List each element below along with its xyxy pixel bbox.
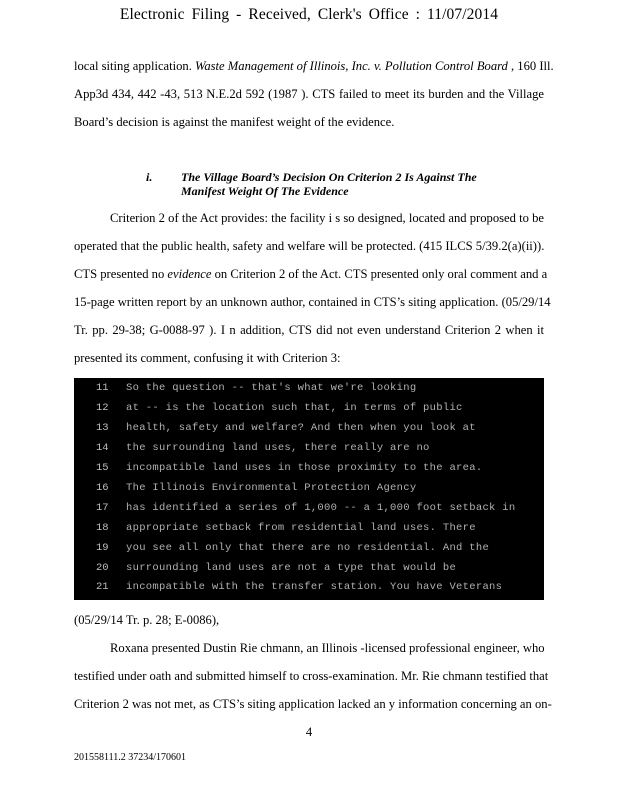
paragraph-2-line-1: Criterion 2 of the Act provides: the facility i s so designed, located and proposed to be: [110, 211, 544, 225]
transcript-line: [74, 562, 544, 580]
case-citation: Waste Management of Illinois, Inc. v. Pollution Control Board: [195, 59, 508, 73]
p2-text-a: CTS presented no: [74, 267, 168, 281]
p1-text-a: local siting application.: [74, 59, 196, 73]
transcript-line: [74, 522, 544, 540]
emphasis-evidence: evidence: [167, 267, 212, 281]
transcript-line: [74, 462, 544, 480]
transcript-line-number: 16: [96, 482, 109, 494]
transcript-line: [74, 482, 544, 500]
transcript-line-text: has identified a series of 1,000 -- a 1,000 foot setback in: [126, 502, 516, 514]
transcript-line-number: 12: [96, 402, 109, 414]
transcript-line: [74, 402, 544, 420]
paragraph-1-line-1: [74, 58, 554, 74]
transcript-line-text: at -- is the location such that, in terms of public: [126, 402, 463, 414]
transcript-line-text: appropriate setback from residential land uses. There: [126, 522, 476, 534]
transcript-line-text: the surrounding land uses, there really are no: [126, 442, 430, 454]
transcript-line: [74, 542, 544, 560]
page-number: 4: [305, 725, 313, 739]
transcript-citation: (05/29/14 Tr. p. 28; E-0086),: [74, 613, 220, 627]
transcript-line-number: 18: [96, 522, 109, 534]
transcript-line-text: surrounding land uses are not a type that would be: [126, 562, 457, 574]
transcript-line-number: 20: [96, 562, 109, 574]
paragraph-3-line-3: Criterion 2 was not met, as CTS’s siting application lacked an y information concerning an on-: [74, 697, 552, 711]
paragraph-2-line-2: operated that the public health, safety and welfare will be protected. (415 ILCS 5/39.2(a)(ii)).: [74, 239, 545, 253]
document-id-footer: 201558111.2 37234/170601: [74, 752, 187, 763]
section-number: i.: [146, 170, 153, 184]
transcript-excerpt-image: [74, 378, 544, 600]
paragraph-3-line-1: Roxana presented Dustin Rie chmann, an Illinois -licensed professional engineer, who: [110, 641, 545, 655]
paragraph-1-line-2: App3d 434, 442 -43, 513 N.E.2d 592 (1987 ). CTS failed to meet its burden and the Village: [74, 87, 544, 101]
section-heading-line-2: Manifest Weight Of The Evidence: [181, 184, 349, 198]
transcript-line-text: incompatible land uses in those proximity to the area.: [126, 462, 483, 474]
transcript-line-number: 11: [96, 382, 109, 394]
transcript-line: [74, 382, 544, 400]
transcript-line: [74, 442, 544, 460]
paragraph-2-line-4: 15-page written report by an unknown author, contained in CTS’s siting application. (05/29/14: [74, 295, 551, 309]
filing-header: Electronic Filing - Received, Clerk's Office : 11/07/2014: [119, 6, 499, 23]
transcript-line-number: 14: [96, 442, 109, 454]
transcript-line-number: 21: [96, 581, 109, 593]
transcript-line: [74, 581, 544, 599]
transcript-line-text: health, safety and welfare? And then when you look at: [126, 422, 476, 434]
p1-text-b: , 160 Ill.: [507, 59, 554, 73]
transcript-line-number: 13: [96, 422, 109, 434]
paragraph-1-line-3: Board’s decision is against the manifest weight of the evidence.: [74, 115, 395, 129]
p2-text-b: on Criterion 2 of the Act. CTS presented only oral comment and a: [211, 267, 548, 281]
transcript-line-text: you see all only that there are no residential. And the: [126, 542, 490, 554]
transcript-line-number: 17: [96, 502, 109, 514]
paragraph-2-line-6: presented its comment, confusing it with Criterion 3:: [74, 351, 341, 365]
transcript-line-number: 19: [96, 542, 109, 554]
transcript-line: [74, 422, 544, 440]
section-heading-line-1: The Village Board’s Decision On Criterion 2 Is Against The: [181, 170, 477, 184]
paragraph-2-line-3: [74, 266, 548, 282]
paragraph-3-line-2: testified under oath and submitted himself to cross-examination. Mr. Rie chmann testified that: [74, 669, 549, 683]
transcript-line-text: So the question -- that's what we're looking: [126, 382, 417, 394]
paragraph-2-line-5: Tr. pp. 29-38; G-0088-97 ). I n addition, CTS did not even understand Criterion 2 when it: [74, 323, 544, 337]
transcript-line-text: The Illinois Environmental Protection Agency: [126, 482, 417, 494]
transcript-line-text: incompatible with the transfer station. You have Veterans: [126, 581, 503, 593]
transcript-line-number: 15: [96, 462, 109, 474]
transcript-line: [74, 502, 544, 520]
